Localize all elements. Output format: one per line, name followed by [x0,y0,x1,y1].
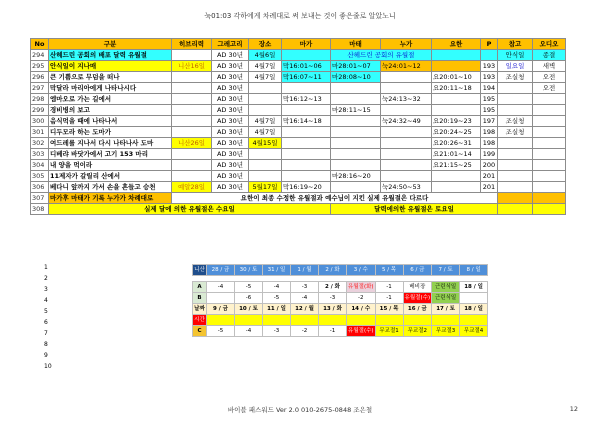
row-gregorian: AD 30년 [212,72,249,83]
row-title: 11제자가 갈릴리 산에서 [49,171,172,182]
row-john [432,94,481,105]
row-gregorian: AD 30년 [212,171,249,182]
calendar-cell [207,315,235,326]
row-title: 여드레를 지나서 다시 나타나사 도마 [49,138,172,149]
calendar-cell: 18 / 일 [460,282,488,293]
table-row [31,83,566,94]
table-row [31,61,566,72]
row-p: 195 [481,94,498,105]
row-luke [381,160,432,171]
row-gregorian: AD 30년 [212,50,249,61]
row-hebrew: 예알28일 [172,182,212,193]
table-row [31,204,566,215]
col-header-p: P [481,39,498,50]
table-row [31,105,566,116]
row-gregorian: AD 30년 [212,160,249,171]
row-place: 4월7일 [249,116,282,127]
row-hebrew [172,171,212,182]
calendar-header-row [193,265,488,276]
row-title: 디두모라 하는 도마가 [49,127,172,138]
row-number: 10 [44,363,52,370]
col-header-john: 요한 [432,39,481,50]
row-audio [533,182,566,193]
row-john: 요21:15~25 [432,160,481,171]
calendar-row-dates [193,304,488,315]
row-luke: 눅24:01~12 [381,61,432,72]
row-luke [381,171,432,182]
row-matthew [331,182,381,193]
calendar-row-label: 날짜 [193,304,207,315]
row-no: 304 [31,160,49,171]
calendar-cell: 유월절(화) [347,282,376,293]
row-number: 2 [44,275,48,282]
row-number: 7 [44,330,48,337]
row-john [432,182,481,193]
row-john: 요20:11~18 [432,83,481,94]
row-luke: 눅24:32~49 [381,116,432,127]
calendar-cell: 무교절4 [460,326,488,337]
table-row [31,94,566,105]
calendar-cell: -4 [207,282,235,293]
row-mark [282,160,331,171]
calendar-cell: -1 [375,293,403,304]
row-john: 요21:01~14 [432,149,481,160]
row-number-list [44,262,52,372]
row-reference [498,138,533,149]
calendar-cell: -3 [291,282,319,293]
table-row [31,116,566,127]
row-john: 요20:24~25 [432,127,481,138]
row-hebrew [172,105,212,116]
col-header-matthew: 마태 [331,39,381,50]
row-reference [498,83,533,94]
row-no: 294 [31,50,49,61]
calendar-cell: -2 [291,326,319,337]
row-mark [282,105,331,116]
row-title: 안식일이 지나매 [49,61,172,72]
row-title: 내 양을 먹이라 [49,160,172,171]
row-place: 4월7일 [249,61,282,72]
calendar-cell: -4 [291,293,319,304]
row-reference [498,171,533,182]
row-no: 301 [31,127,49,138]
row-mark [282,83,331,94]
row-mark: 막16:07~11 [282,72,331,83]
col-header-place: 장소 [249,39,282,50]
row-p: 193 [481,72,498,83]
row-p: 193 [481,61,498,72]
row-luke [381,138,432,149]
row-reference [498,149,533,160]
row-title: 마가후 마태가 기록 누가가 차례대로 [49,193,172,204]
row-gregorian: AD 30년 [212,61,249,72]
row-place [249,160,282,171]
row-matthew [331,149,381,160]
row-matthew: 마28:11~15 [331,105,381,116]
calendar-cell: 18 / 일 [460,304,488,315]
row-reference [498,204,533,215]
row-john [432,61,481,72]
row-title: 베다니 앞까지 가서 손을 흔들고 승천 [49,182,172,193]
row-no: 303 [31,149,49,160]
row-mark: 막16:19~20 [282,182,331,193]
calendar-cell: -6 [235,293,263,304]
calendar-cell [460,293,488,304]
calendar-cell: 베비장 [403,282,432,293]
row-hebrew [172,116,212,127]
row-john: 요20:19~23 [432,116,481,127]
row-place [249,149,282,160]
table-header-row [31,39,566,50]
calendar-cell: -3 [263,326,291,337]
col-header-no: No [31,39,49,50]
row-mark [282,127,331,138]
row-title: 막달라 마리아에게 나타나시다 [49,83,172,94]
row-audio: 오전 [533,72,566,83]
row-place: 4월6일 [249,50,282,61]
table-row [31,149,566,160]
col-header-mark: 마가 [282,39,331,50]
row-p: 194 [481,83,498,94]
calendar-cell [347,315,376,326]
calendar-row-c [193,326,488,337]
calendar-day: 2 / 화 [319,265,347,276]
calendar-cell: 13 / 화 [319,304,347,315]
row-reference: 조실청 [498,72,533,83]
row-title: 디베랴 바닷가에서 고기 153 마리 [49,149,172,160]
row-p: 199 [481,149,498,160]
row-luke [381,149,432,160]
row-mark [282,149,331,160]
calendar-cell: 무교절2 [403,326,432,337]
calendar-cell: -4 [235,326,263,337]
row-hebrew: 니산26일 [172,138,212,149]
row-matthew [331,138,381,149]
row-title: 경비병의 보고 [49,105,172,116]
col-header-luke: 누가 [381,39,432,50]
row-no: 306 [31,182,49,193]
calendar-cell: 9 / 금 [207,304,235,315]
calendar-day: 5 / 목 [375,265,403,276]
row-title: 엠마오로 가는 길에서 [49,94,172,105]
row-p: 198 [481,138,498,149]
row-matthew [331,116,381,127]
calendar-row-label: C [193,326,207,337]
row-john: 요20:01~10 [432,72,481,83]
row-mark: 막16:14~18 [282,116,331,127]
row-reference [498,182,533,193]
row-gregorian: AD 30년 [212,182,249,193]
table-row [31,182,566,193]
row-no: 297 [31,83,49,94]
row-place: 5월17일 [249,182,282,193]
row-hebrew [172,94,212,105]
calendar-cell [403,315,432,326]
col-header-hebrew: 히브리력 [172,39,212,50]
row-place: 4월7일 [249,127,282,138]
row-luke [381,83,432,94]
calendar-cell: 유월절(수) [347,326,376,337]
row-mark: 막16:12~13 [282,94,331,105]
table-row [31,138,566,149]
calendar-row-label: B [193,293,207,304]
col-header-category: 구분 [49,39,172,50]
calendar-cell: -1 [375,282,403,293]
table-row [31,50,566,61]
row-gregorian: AD 30년 [212,149,249,160]
page-title: 눅01:03 각하에게 차례대로 써 보내는 것이 좋은줄로 알았노니 [204,12,396,20]
row-audio: 종결 [533,50,566,61]
row-p: 200 [481,160,498,171]
row-p: 201 [481,182,498,193]
row-mark: 막16:01~06 [282,61,331,72]
row-p: 195 [481,105,498,116]
row-matthew: 마28:16~20 [331,171,381,182]
row-hebrew [172,127,212,138]
row-p: 198 [481,127,498,138]
calendar-cell: -4 [263,282,291,293]
calendar-cell [291,315,319,326]
row-place [249,83,282,94]
row-audio [533,127,566,138]
table-row [31,160,566,171]
calendar-day: 28 / 금 [207,265,235,276]
row-hebrew [172,83,212,94]
calendar-cell: 12 / 월 [291,304,319,315]
calendar-cell: 무교절1 [375,326,403,337]
table-row [31,127,566,138]
calendar-cell [235,315,263,326]
row-gregorian: AD 30년 [212,127,249,138]
col-header-reference: 참고 [498,39,533,50]
calendar-cell: 근린식일 [432,282,460,293]
calendar-day: 1 / 월 [291,265,319,276]
calendar-row-time [193,315,488,326]
row-mark [282,50,331,61]
row-matthew [331,127,381,138]
row-matthew [331,83,381,94]
row-number: 5 [44,308,48,315]
row-title: 산헤드린 공회의 배포 달력 유월절 [49,50,172,61]
calendar-cell [432,315,460,326]
row-no: 296 [31,72,49,83]
page-number: 12 [569,405,578,413]
row-gregorian: AD 30년 [212,138,249,149]
row-john [432,171,481,182]
row-reference: 일요일 [498,61,533,72]
row-audio: 새벽 [533,61,566,72]
table-row [31,171,566,182]
row-hebrew [172,149,212,160]
calendar-day: 30 / 토 [235,265,263,276]
row-reference [498,160,533,171]
row-luke [381,127,432,138]
calendar-day: 8 / 일 [460,265,488,276]
calendar-cell: 근린식일 [432,293,460,304]
row-gregorian: AD 30년 [212,116,249,127]
calendar-day: 3 / 수 [347,265,376,276]
calendar-cell [375,315,403,326]
row-p [481,50,498,61]
row-no: 300 [31,116,49,127]
row-reference: 조실청 [498,116,533,127]
row-gregorian: AD 30년 [212,94,249,105]
row-john [432,105,481,116]
col-header-audio: 오디오 [533,39,566,50]
row-no: 299 [31,105,49,116]
row-number: 1 [44,264,48,271]
calendar-cell: 11 / 일 [263,304,291,315]
calendar-cell: 2 / 화 [319,282,347,293]
passover-calendar [192,264,488,337]
calendar-cell [207,293,235,304]
row-gregorian: AD 30년 [212,83,249,94]
row-no: 298 [31,94,49,105]
row-reference: 조실청 [498,127,533,138]
row-reference: 안식일 [498,50,533,61]
calendar-label: 니산 [193,265,207,276]
row-no: 307 [31,193,49,204]
row-matthew: 산헤드린 공회의 유월절 [331,50,432,61]
row-place: 4월15일 [249,138,282,149]
row-no: 305 [31,171,49,182]
calendar-cell: 16 / 금 [403,304,432,315]
page-footer: 바이블 패스워드 Ver 2.0 010-2675-0848 조은철 [227,406,373,414]
row-no: 308 [31,204,49,215]
row-number: 4 [44,297,48,304]
row-number: 6 [44,319,48,326]
row-place: 4월7일 [249,72,282,83]
row-number: 3 [44,286,48,293]
row-hebrew [172,72,212,83]
row-passover-calendar: 달력에의한 유월절은 토요일 [331,204,498,215]
row-no: 302 [31,138,49,149]
calendar-day: 31 / 일 [263,265,291,276]
calendar-cell: -5 [235,282,263,293]
calendar-cell: -5 [207,326,235,337]
row-audio [533,105,566,116]
calendar-row-label: A [193,282,207,293]
row-hebrew [172,160,212,171]
calendar-cell: -5 [263,293,291,304]
table-row [31,193,566,204]
row-audio [533,116,566,127]
timeline-table [30,38,566,215]
row-place [249,94,282,105]
calendar-cell [263,315,291,326]
row-place [249,171,282,182]
calendar-cell: -1 [319,326,347,337]
col-header-gregorian: 그레고리 [212,39,249,50]
calendar-cell: -3 [319,293,347,304]
row-john: 요20:26~31 [432,138,481,149]
row-mark [282,138,331,149]
row-place [249,105,282,116]
row-p: 201 [481,171,498,182]
row-reference [498,94,533,105]
row-luke [381,72,432,83]
row-passover-actual: 실제 달에 의한 유월절은 수요일 [49,204,331,215]
calendar-cell: -2 [347,293,376,304]
row-reference [498,105,533,116]
row-reference [498,193,533,204]
calendar-cell: 유월절(수) [403,293,432,304]
row-audio [533,204,566,215]
calendar-cell: 17 / 토 [432,304,460,315]
row-matthew [331,94,381,105]
calendar-row-b [193,293,488,304]
row-p: 197 [481,116,498,127]
row-luke [381,105,432,116]
row-audio [533,138,566,149]
row-number: 8 [44,341,48,348]
row-audio [533,149,566,160]
row-hebrew: 니산16일 [172,61,212,72]
row-audio [533,193,566,204]
calendar-day: 7 / 토 [432,265,460,276]
calendar-cell [460,315,488,326]
row-hebrew [172,50,212,61]
calendar-cell: 무교절3 [432,326,460,337]
row-audio [533,94,566,105]
calendar-cell: 15 / 목 [375,304,403,315]
row-no: 295 [31,61,49,72]
row-matthew: 마28:08~10 [331,72,381,83]
row-note: 요한이 최종 수정한 유월절과 예수님이 지킨 실제 유월절은 다르다 [172,193,498,204]
row-title: 음식먹을 때에 나타나서 [49,116,172,127]
table-row [31,72,566,83]
calendar-cell [319,315,347,326]
row-audio [533,160,566,171]
calendar-row-a [193,282,488,293]
row-gregorian: AD 30년 [212,105,249,116]
row-john [432,50,481,61]
row-luke: 눅24:50~53 [381,182,432,193]
row-luke: 눅24:13~32 [381,94,432,105]
row-title: 큰 기쁨으로 무덤을 떠나 [49,72,172,83]
row-matthew [331,160,381,171]
row-audio [533,171,566,182]
calendar-cell: 10 / 토 [235,304,263,315]
calendar-cell: 14 / 수 [347,304,376,315]
calendar-row-label: 시간 [193,315,207,326]
row-matthew: 마28:01~07 [331,61,381,72]
row-audio: 오전 [533,83,566,94]
calendar-day: 6 / 금 [403,265,432,276]
row-number: 9 [44,352,48,359]
row-mark [282,171,331,182]
